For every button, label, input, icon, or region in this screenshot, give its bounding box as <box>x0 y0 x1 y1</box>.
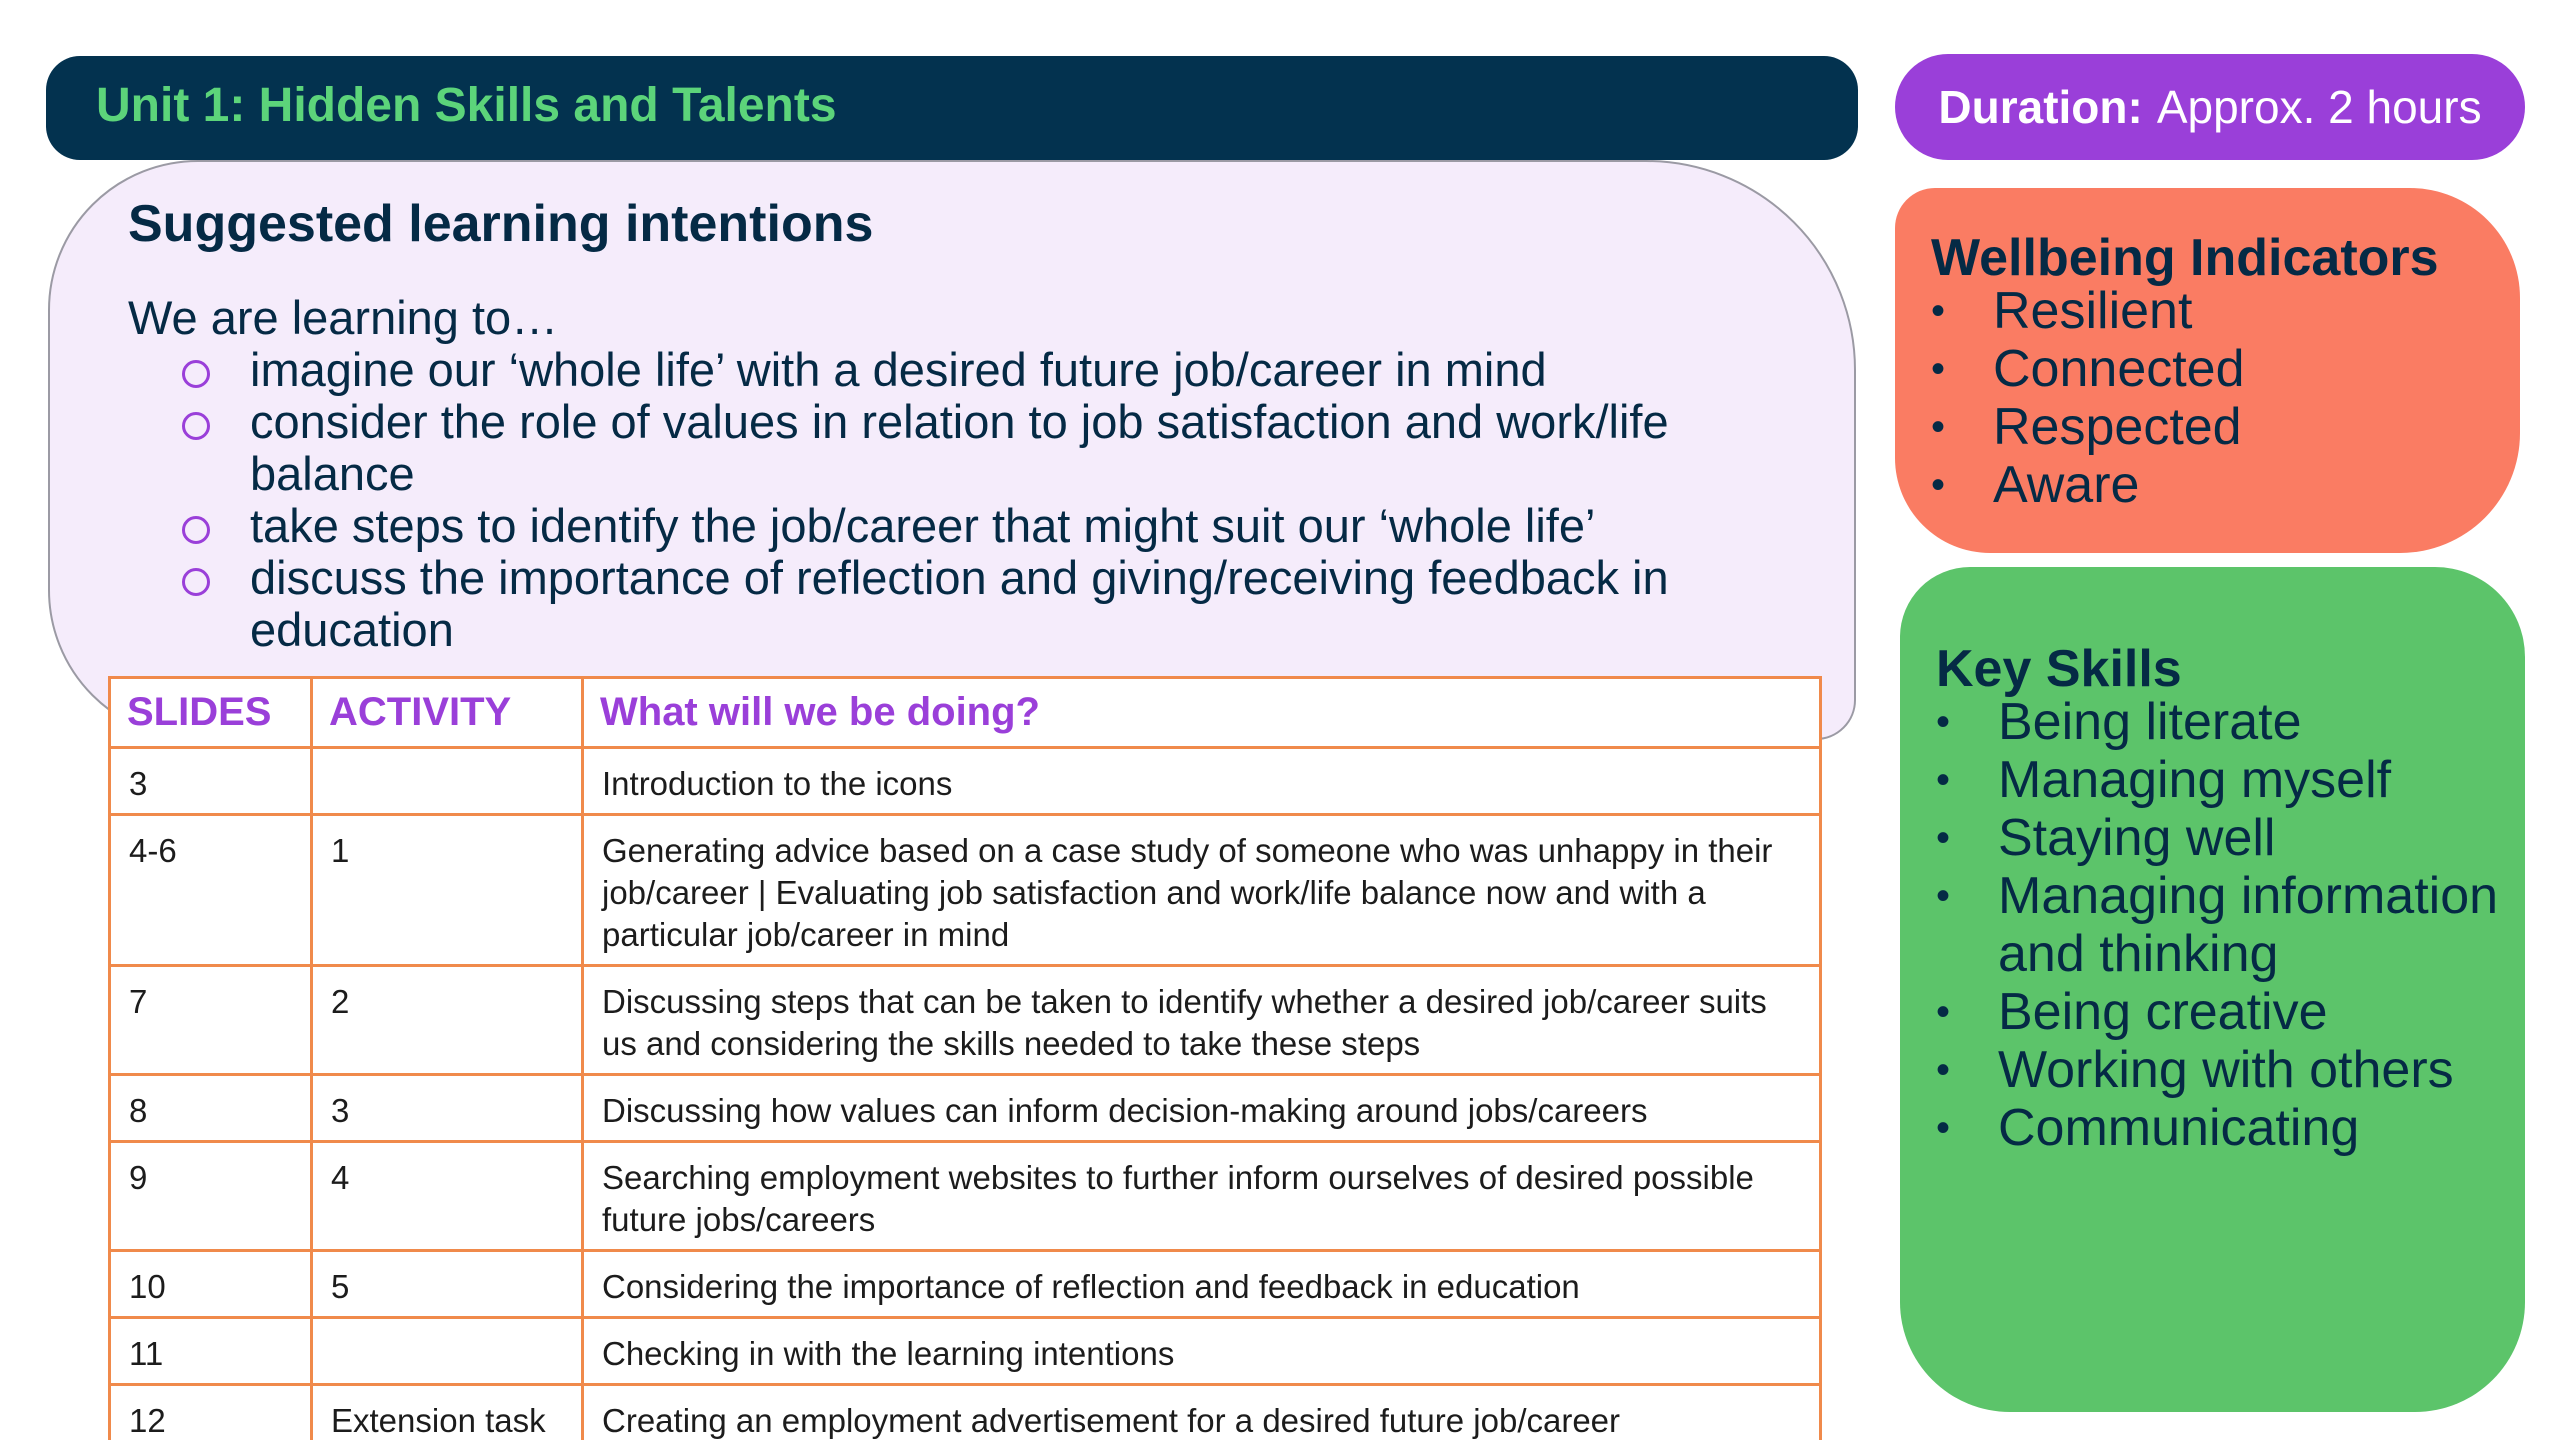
column-header-description: What will we be doing? <box>583 678 1821 748</box>
learning-intentions-heading: Suggested learning intentions <box>128 195 874 253</box>
cell-description: Generating advice based on a case study of someone who was unhappy in their job/career | Evaluating job satisfaction and work/life balance now and with a particular job/career in mind <box>583 815 1821 966</box>
key-skill-item: • Managing myself <box>1936 751 2516 809</box>
column-header-activity: ACTIVITY <box>312 678 583 748</box>
circle-bullet-icon <box>182 360 210 388</box>
table-header-row <box>110 678 1821 748</box>
table-row <box>110 1075 1821 1142</box>
learning-intention-item <box>130 344 1730 396</box>
wellbeing-indicators-list <box>1931 282 2245 514</box>
learning-intentions-lead: We are learning to… <box>128 291 559 344</box>
cell-slides: 10 <box>110 1251 312 1318</box>
cell-description: Discussing steps that can be taken to identify whether a desired job/career suits us and considering the skills needed to take these steps <box>583 966 1821 1075</box>
cell-activity: 1 <box>312 815 583 966</box>
cell-activity <box>312 748 583 815</box>
cell-description: Considering the importance of reflection and feedback in education <box>583 1251 1821 1318</box>
learning-intention-item <box>130 396 1730 500</box>
key-skill-item: • Staying well <box>1936 809 2516 867</box>
learning-intention-item <box>130 552 1730 656</box>
circle-bullet-icon <box>182 516 210 544</box>
activity-table <box>108 676 1822 1440</box>
key-skill-item: • Managing information and thinking <box>1936 867 2516 983</box>
key-skill-item: • Communicating <box>1936 1099 2516 1157</box>
duration-value: Approx. 2 hours <box>2156 81 2482 133</box>
cell-description: Creating an employment advertisement for a desired future job/career <box>583 1385 1821 1440</box>
table-row <box>110 966 1821 1075</box>
table-row <box>110 1142 1821 1251</box>
wellbeing-indicator-item: • Respected <box>1931 398 2245 456</box>
table-row <box>110 1251 1821 1318</box>
column-header-slides: SLIDES <box>110 678 312 748</box>
cell-activity: 2 <box>312 966 583 1075</box>
cell-activity: 3 <box>312 1075 583 1142</box>
learning-intention-item <box>130 500 1730 552</box>
cell-slides: 11 <box>110 1318 312 1385</box>
cell-slides: 12 <box>110 1385 312 1440</box>
duration-badge <box>1895 54 2525 160</box>
cell-activity: Extension task <box>312 1385 583 1440</box>
cell-slides: 3 <box>110 748 312 815</box>
cell-description: Discussing how values can inform decision-making around jobs/careers <box>583 1075 1821 1142</box>
learning-intentions-panel <box>48 160 1856 740</box>
wellbeing-indicator-item: • Aware <box>1931 456 2245 514</box>
wellbeing-indicators-panel <box>1895 188 2520 553</box>
key-skills-list <box>1936 693 2516 1157</box>
learning-intention-text: take steps to identify the job/career that might suit our ‘whole life’ <box>250 499 1596 552</box>
table-row <box>110 748 1821 815</box>
cell-activity: 4 <box>312 1142 583 1251</box>
table-row <box>110 1318 1821 1385</box>
key-skills-heading: Key Skills <box>1936 640 2182 698</box>
cell-activity <box>312 1318 583 1385</box>
cell-description: Searching employment websites to further inform ourselves of desired possible future jobs/careers <box>583 1142 1821 1251</box>
learning-intention-text: discuss the importance of reflection and giving/receiving feedback in education <box>250 551 1669 656</box>
cell-slides: 9 <box>110 1142 312 1251</box>
cell-activity: 5 <box>312 1251 583 1318</box>
learning-intention-text: consider the role of values in relation to job satisfaction and work/life balance <box>250 395 1669 500</box>
key-skills-panel <box>1900 567 2525 1412</box>
cell-slides: 4-6 <box>110 815 312 966</box>
circle-bullet-icon <box>182 412 210 440</box>
cell-description: Introduction to the icons <box>583 748 1821 815</box>
table-row <box>110 815 1821 966</box>
key-skill-item: • Being creative <box>1936 983 2516 1041</box>
circle-bullet-icon <box>182 568 210 596</box>
unit-title: Unit 1: Hidden Skills and Talents <box>96 79 837 132</box>
cell-slides: 7 <box>110 966 312 1075</box>
duration-label: Duration: <box>1938 81 2143 133</box>
cell-description: Checking in with the learning intentions <box>583 1318 1821 1385</box>
wellbeing-indicator-item: • Connected <box>1931 340 2245 398</box>
unit-title-banner <box>46 56 1858 160</box>
table-row <box>110 1385 1821 1440</box>
learning-intention-text: imagine our ‘whole life’ with a desired future job/career in mind <box>250 343 1547 396</box>
wellbeing-indicator-item: • Resilient <box>1931 282 2245 340</box>
key-skill-item: • Working with others <box>1936 1041 2516 1099</box>
wellbeing-indicators-heading: Wellbeing Indicators <box>1931 229 2439 287</box>
learning-intentions-list <box>130 344 1730 656</box>
cell-slides: 8 <box>110 1075 312 1142</box>
key-skill-item: • Being literate <box>1936 693 2516 751</box>
